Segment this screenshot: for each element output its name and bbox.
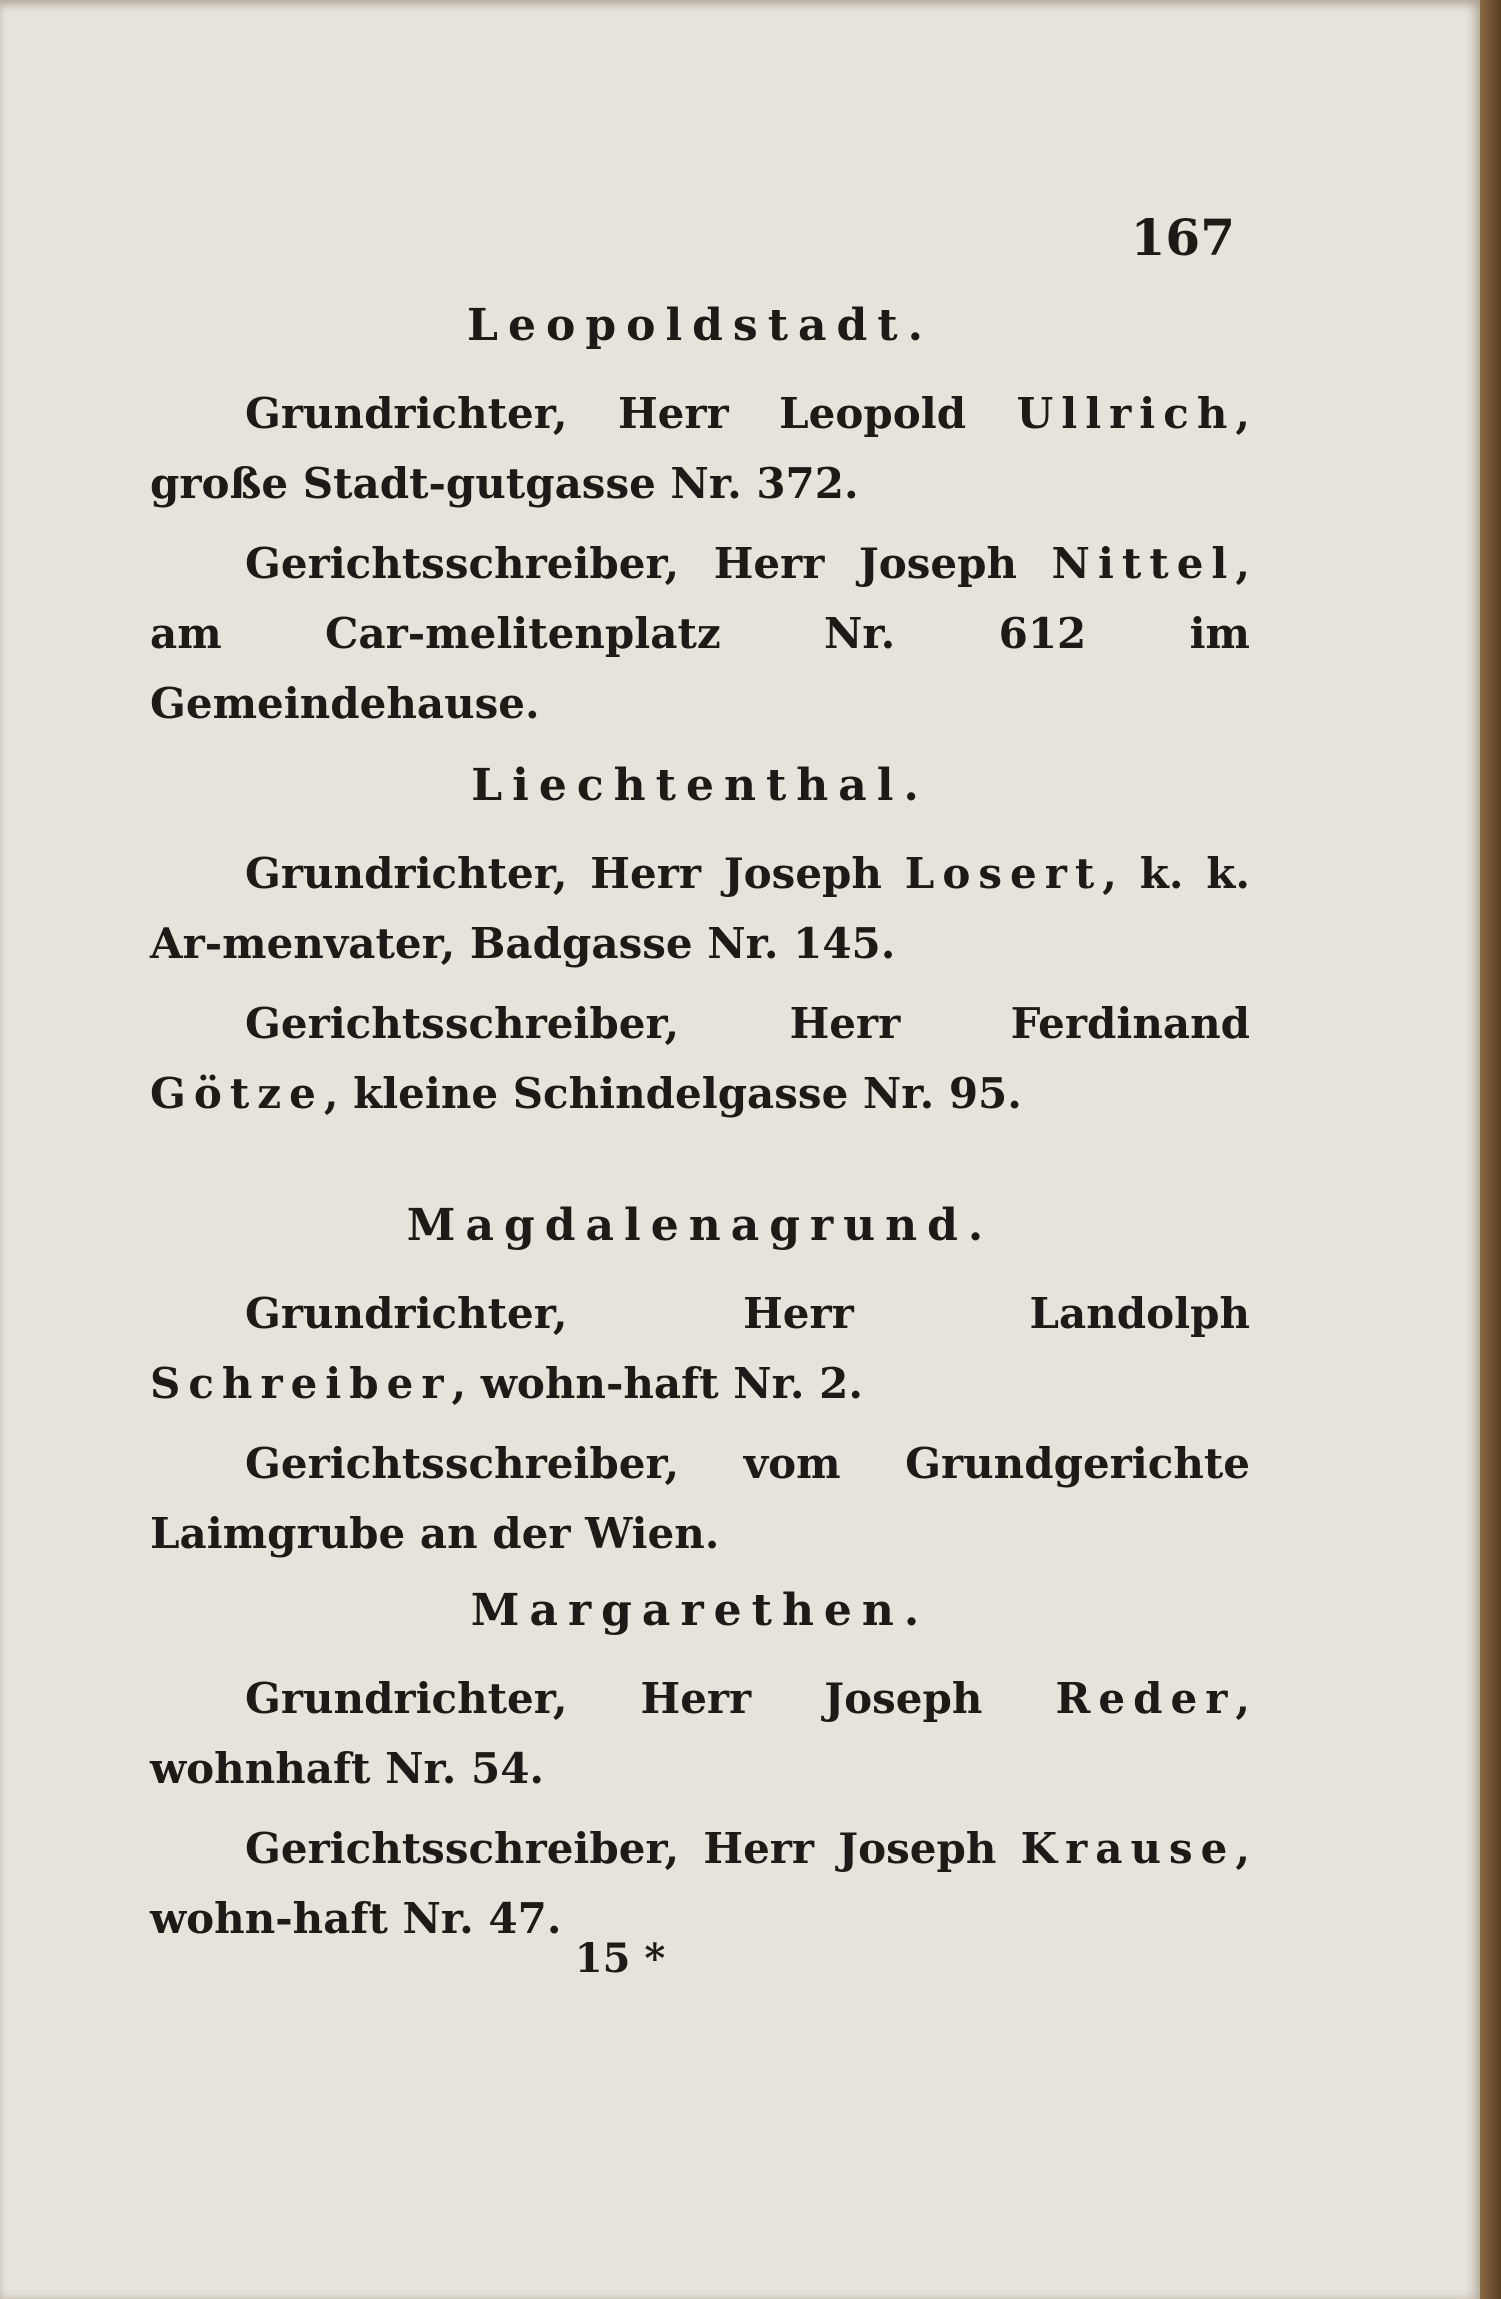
section-liechtenthal [150,760,1250,1139]
signature-mark: 15 * [574,1935,666,1982]
entry-gerichtsschreiber: Gerichtsschreiber, Herr Joseph Krause, wohn-haft Nr. 47. [150,1824,1250,1943]
section-margarethen [150,1585,1250,1964]
entry-grundrichter: Grundrichter, Herr Landolph Schreiber, wohn-haft Nr. 2. [150,1289,1250,1408]
entry-gerichtsschreiber: Gerichtsschreiber, Herr Ferdinand Götze, kleine Schindelgasse Nr. 95. [150,999,1250,1118]
entry-gerichtsschreiber: Gerichtsschreiber, Herr Joseph Nittel, am Car-melitenplatz Nr. 612 im Gemeindehause. [150,539,1250,728]
section-heading: Magdalenagrund. [406,1200,994,1251]
section-heading: Liechtenthal. [471,760,929,811]
section-heading: Leopoldstadt. [467,300,933,351]
section-magdalenagrund [150,1200,1250,1579]
entry-grundrichter: Grundrichter, Herr Joseph Losert, k. k. Ar-menvater, Badgasse Nr. 145. [150,849,1250,968]
page-number: 167 [1130,208,1235,267]
page-edge [1480,0,1501,2299]
section-heading: Margarethen. [470,1585,930,1636]
section-leopoldstadt [150,300,1250,749]
entry-grundrichter: Grundrichter, Herr Leopold Ullrich, große Stadt-gutgasse Nr. 372. [150,389,1250,508]
entry-grundrichter: Grundrichter, Herr Joseph Reder, wohnhaft Nr. 54. [150,1674,1250,1793]
entry-gerichtsschreiber: Gerichtsschreiber, vom Grundgerichte Laimgrube an der Wien. [150,1439,1250,1558]
